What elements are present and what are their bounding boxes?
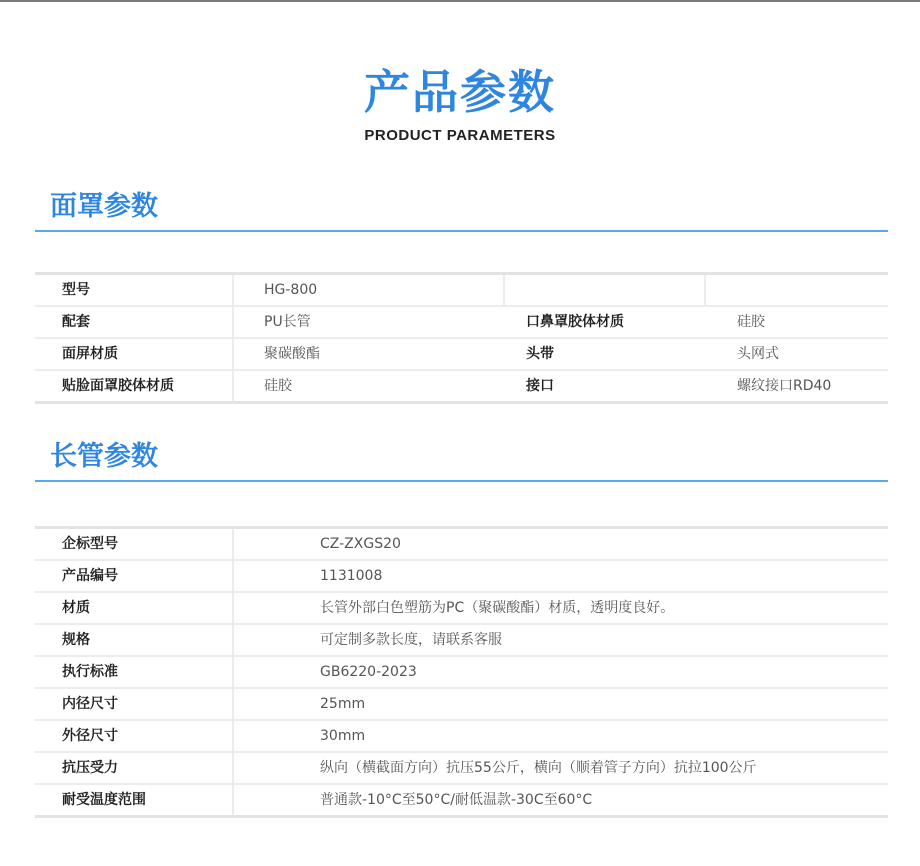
param-label: 企标型号	[35, 528, 233, 561]
table-row	[35, 338, 888, 370]
param-label: 内径尺寸	[35, 688, 233, 720]
param-value	[705, 274, 888, 307]
table-row	[35, 624, 888, 656]
table-row	[35, 592, 888, 624]
param-label: 规格	[35, 624, 233, 656]
param-label: 贴脸面罩胶体材质	[35, 370, 233, 403]
param-value: HG-800	[233, 274, 504, 307]
table-row	[35, 720, 888, 752]
mask-section-title: 面罩参数	[50, 191, 158, 222]
param-value: 头网式	[705, 338, 888, 370]
param-label: 抗压受力	[35, 752, 233, 784]
param-value: CZ-ZXGS20	[233, 528, 888, 561]
param-label: 产品编号	[35, 560, 233, 592]
table-row	[35, 274, 888, 307]
page-subtitle: PRODUCT PARAMETERS	[364, 127, 556, 144]
table-row	[35, 306, 888, 338]
param-value: 普通款-10°C至50°C/耐低温款-30C至60°C	[320, 792, 593, 808]
param-value: 可定制多款长度，请联系客服	[233, 624, 888, 656]
param-label: 执行标准	[35, 656, 233, 688]
param-value: PU长管	[233, 306, 504, 338]
param-label: 外径尺寸	[35, 720, 233, 752]
table-row	[35, 688, 888, 720]
table-row	[35, 784, 888, 817]
table-row	[35, 752, 888, 784]
hose-params-table	[35, 526, 888, 818]
param-value: 硅胶	[264, 378, 292, 394]
param-label: 接口	[526, 378, 554, 394]
param-label: 头带	[504, 338, 705, 370]
top-border-line	[0, 0, 920, 2]
param-value: GB6220-2023	[233, 656, 888, 688]
page-title: 产品参数	[364, 65, 556, 119]
param-value: 长管外部白色塑筋为PC（聚碳酸酯）材质，透明度良好。	[233, 592, 888, 624]
hose-section-title: 长管参数	[50, 441, 158, 472]
param-value: 1131008	[233, 560, 888, 592]
param-value: 纵向（横截面方向）抗压55公斤，横向（顺着管子方向）抗拉100公斤	[233, 752, 888, 784]
param-value: 25mm	[233, 688, 888, 720]
param-label: 耐受温度范围	[35, 784, 233, 817]
param-value: 30mm	[233, 720, 888, 752]
hose-section-divider	[35, 480, 888, 482]
param-value: 螺纹接口RD40	[737, 378, 832, 394]
param-value: 硅胶	[705, 306, 888, 338]
table-row	[35, 560, 888, 592]
param-label: 口鼻罩胶体材质	[504, 306, 705, 338]
mask-section-divider	[35, 230, 888, 232]
table-row	[35, 370, 888, 403]
param-value: 聚碳酸酯	[233, 338, 504, 370]
param-label: 材质	[35, 592, 233, 624]
param-label: 配套	[35, 306, 233, 338]
table-row	[35, 528, 888, 561]
param-label	[504, 274, 705, 307]
param-label: 型号	[35, 274, 233, 307]
table-row	[35, 656, 888, 688]
param-label: 面屏材质	[35, 338, 233, 370]
mask-params-table	[35, 272, 888, 404]
